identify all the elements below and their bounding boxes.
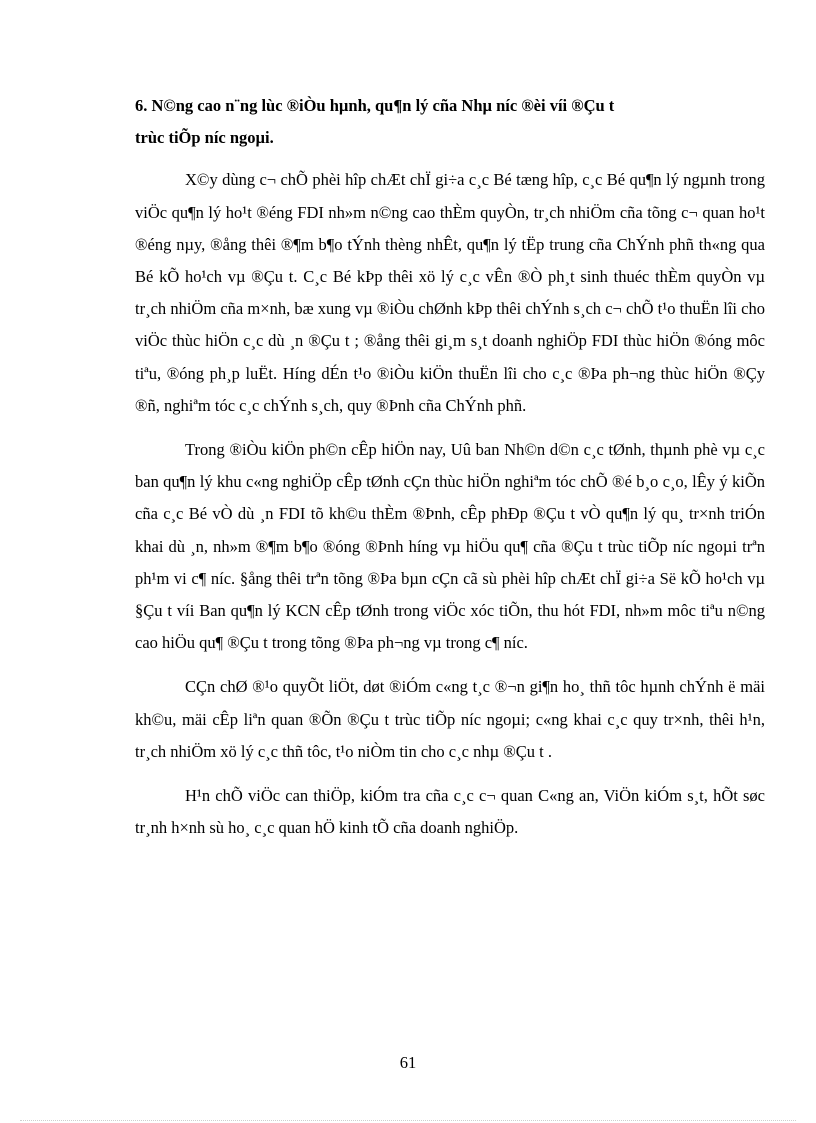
section-heading-line-1: 6. N©ng cao n¨ng lùc ®iÒu hµnh, qu¶n lý cña Nhµ níc ®èi víi ®Çu t (135, 96, 615, 115)
page-content (135, 90, 765, 856)
paragraph-2: Trong ®iÒu kiÖn ph©n cÊp hiÖn nay, Uû ban Nh©n d©n c¸c tØnh, thµnh phè vµ c¸c ban qu¶n lý khu c«ng nghiÖp cÊp tØnh cÇn thùc hiÖn nghiªm tóc chÕ ®é b¸o c¸o, lÊy ý kiÕn cña c¸c Bé vÒ dù ¸n FDI tõ kh©u thÈm ®Þnh, cÊp phÐp ®Çu t vÒ qu¶n lý qu¸ tr×nh triÓn khai dù ¸n, nh»m ®¶m b¶o ®óng ®Þnh híng vµ hiÖu qu¶ cña ®Çu t trùc tiÕp níc ngoµi trªn ph¹m vi c¶ níc. §ång thêi trªn tõng ®Þa bµn cÇn cã sù phèi hîp chÆt chÏ gi÷a Së kÕ ho¹ch vµ §Çu t víi Ban qu¶n lý KCN cÊp tØnh trong viÖc xóc tiÕn, thu hót FDI, nh»m môc tiªu n©ng cao hiÖu qu¶ ®Çu t trong tõng ®Þa ph¬ng vµ trong c¶ níc. (135, 440, 765, 653)
section-heading-line-2: trùc tiÕp níc ngoµi. (135, 128, 274, 148)
paragraph-1: X©y dùng c¬ chÕ phèi hîp chÆt chÏ gi÷a c¸c Bé tæng hîp, c¸c Bé qu¶n lý ngµnh trong viÖc qu¶n lý ho¹t ®éng FDI nh»m n©ng cao thÈm quyÒn, tr¸ch nhiÖm cña tõng c¬ quan ho¹t ®éng nµy, ®ång thêi ®¶m b¶o tÝnh thèng nhÊt, qu¶n lý tËp trung cña ChÝnh phñ th«ng qua Bé kÕ ho¹ch vµ ®Çu t. C¸c Bé kÞp thêi xö lý c¸c vÊn ®Ò ph¸t sinh thuéc thÈm quyÒn vµ tr¸ch nhiÖm cña m×nh, bæ xung vµ ®iÒu chØnh kÞp thêi chÝnh s¸ch c¬ chÕ t¹o thuËn lîi cho viÖc thùc hiÖn c¸c dù ¸n ®Çu t ; ®ång thêi gi¸m s¸t doanh nghiÖp FDI thùc hiÖn ®óng môc tiªu, ®óng ph¸p luËt. Híng dÉn t¹o ®iÒu kiÖn thuËn lîi cho c¸c ®Þa ph¬ng thùc hiÖn ®Çy ®ñ, nghiªm tóc c¸c chÝnh s¸ch, quy ®Þnh cña ChÝnh phñ. (135, 170, 765, 415)
page-number: 61 (399, 1053, 417, 1072)
paragraph-4: H¹n chÕ viÖc can thiÖp, kiÓm tra cña c¸c c¬ quan C«ng an, ViÖn kiÓm s¸t, hÕt søc tr¸nh h×nh sù ho¸ c¸c quan hÖ kinh tÕ cña doanh nghiÖp. (135, 786, 765, 838)
page-bottom-divider (20, 1120, 796, 1121)
section-heading (135, 90, 765, 154)
paragraph-3: CÇn chØ ®¹o quyÕt liÖt, døt ®iÓm c«ng t¸c ®¬n gi¶n ho¸ thñ tôc hµnh chÝnh ë mäi kh©u, mäi cÊp liªn quan ®Õn ®Çu t trùc tiÕp níc ngoµi; c«ng khai c¸c quy tr×nh, thêi h¹n, tr¸ch nhiÖm xö lý c¸c thñ tôc, t¹o niÒm tin cho c¸c nhµ ®Çu t . (135, 677, 765, 761)
